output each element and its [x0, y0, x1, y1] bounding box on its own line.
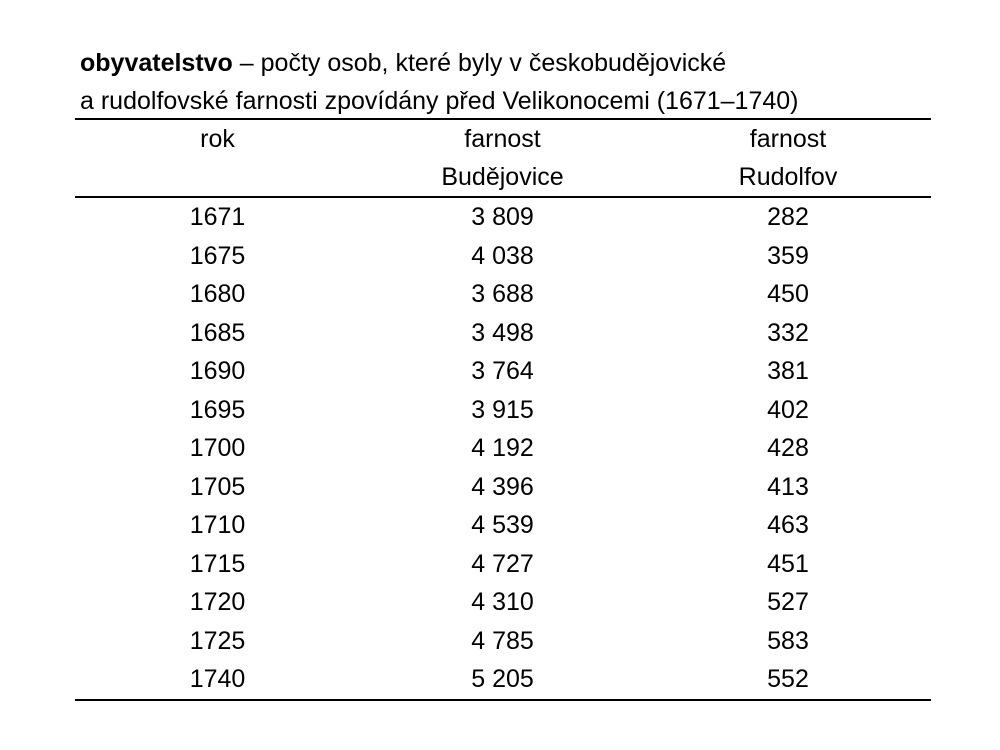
caption-bold-term: obyvatelstvo	[80, 49, 233, 77]
cell-rudolfov: 413	[767, 472, 809, 501]
cell-budejovice: 3 809	[471, 203, 534, 232]
cell-budejovice: 4 539	[471, 511, 534, 540]
cell-rudolfov: 428	[767, 434, 809, 463]
table-row	[75, 468, 931, 507]
cell-rudolfov: 583	[767, 626, 809, 655]
header-row-1	[75, 119, 931, 158]
cell-budejovice: 3 764	[471, 357, 534, 386]
cell-rudolfov: 332	[767, 318, 809, 347]
cell-year: 1725	[189, 626, 246, 655]
cell-rudolfov: 402	[767, 395, 809, 424]
cell-rudolfov: 450	[767, 280, 809, 309]
cell-year: 1680	[189, 280, 246, 309]
table-row	[75, 583, 931, 622]
table-header	[75, 119, 931, 197]
cell-budejovice: 4 038	[471, 241, 534, 270]
cell-budejovice: 3 498	[471, 318, 534, 347]
cell-rudolfov: 463	[767, 511, 809, 540]
cell-year: 1685	[189, 318, 246, 347]
header-budejovice-line1: farnost	[360, 119, 645, 158]
population-table-container	[75, 118, 931, 701]
table-row	[75, 352, 931, 391]
cell-year: 1705	[189, 472, 246, 501]
header-budejovice-line2: Budějovice	[360, 158, 645, 197]
cell-budejovice: 4 785	[471, 626, 534, 655]
cell-budejovice: 4 192	[471, 434, 534, 463]
cell-year: 1690	[189, 357, 246, 386]
table-row	[75, 622, 931, 661]
cell-rudolfov: 552	[645, 660, 931, 700]
cell-year: 1700	[189, 434, 246, 463]
table-body	[75, 197, 931, 700]
header-year-line2	[75, 158, 360, 197]
cell-year: 1695	[189, 395, 246, 424]
cell-budejovice: 5 205	[360, 660, 645, 700]
cell-year: 1671	[189, 203, 246, 232]
cell-budejovice: 4 396	[471, 472, 534, 501]
cell-year: 1720	[189, 588, 246, 617]
table-row	[75, 391, 931, 430]
header-row-2	[75, 158, 931, 197]
header-year: rok	[75, 119, 360, 158]
header-rudolfov-line1: farnost	[645, 119, 931, 158]
table-row	[75, 314, 931, 353]
table-caption	[80, 44, 930, 120]
population-table	[75, 118, 931, 701]
header-rudolfov-line2: Rudolfov	[645, 158, 931, 197]
cell-rudolfov: 282	[767, 203, 809, 232]
table-row	[75, 197, 931, 237]
caption-line-1: – počty osob, které byly v českobudějovické	[232, 49, 727, 77]
cell-year: 1675	[189, 241, 246, 270]
cell-budejovice: 3 915	[471, 395, 534, 424]
cell-year: 1710	[189, 511, 246, 540]
table-row	[75, 545, 931, 584]
cell-rudolfov: 381	[767, 357, 809, 386]
caption-line-2: a rudolfovské farnosti zpovídány před Velikonocemi (1671–1740)	[80, 87, 799, 115]
table-row	[75, 506, 931, 545]
cell-budejovice: 3 688	[471, 280, 534, 309]
table-row	[75, 429, 931, 468]
cell-year: 1715	[189, 549, 246, 578]
cell-year: 1740	[75, 660, 360, 700]
table-row	[75, 660, 931, 700]
cell-rudolfov: 451	[767, 549, 809, 578]
cell-rudolfov: 527	[767, 588, 809, 617]
table-row	[75, 237, 931, 276]
table-row	[75, 275, 931, 314]
cell-rudolfov: 359	[767, 241, 809, 270]
cell-budejovice: 4 727	[471, 549, 534, 578]
cell-budejovice: 4 310	[471, 588, 534, 617]
